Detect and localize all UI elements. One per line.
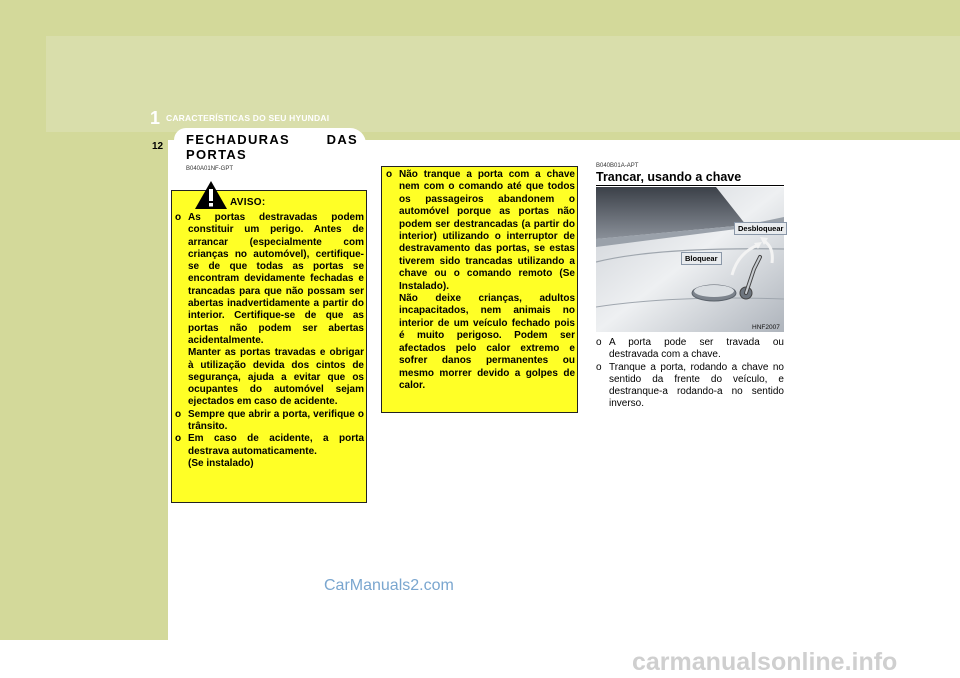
subsection-rule (596, 185, 784, 186)
list-item (175, 409, 364, 434)
list-item-text: A porta pode ser travada ou destravada com a chave. (609, 337, 784, 361)
bullet-marker: o (386, 169, 393, 180)
lock-label: Bloquear (681, 252, 722, 265)
bullet-marker: o (175, 408, 182, 420)
section-title-line-2: PORTAS (186, 147, 248, 162)
bullet-marker: o (175, 433, 182, 445)
section-title-word-1: FECHADURAS (186, 132, 290, 147)
list-item-continuation: (Se instalado) (188, 457, 254, 469)
list-item (596, 337, 784, 362)
list-item (175, 212, 364, 347)
list-item-continuation: Manter as portas travadas e obrigar à utilização devida dos cintos de segurança, ajuda a evitar que os ocupantes do automóvel sejam ejectados em caso de acidente. (188, 347, 364, 408)
section-title-word-2: DAS (326, 132, 358, 147)
list-item-text: Sempre que abrir a porta, verifique o trânsito. (188, 408, 364, 433)
warning-list-middle (386, 169, 575, 392)
right-section-code: B040B01A-APT (596, 163, 639, 169)
list-item-text: Tranque a porta, rodando a chave no sentido da frente do veículo, e destranque-a rodando-a no sentido inverso. (609, 361, 784, 410)
instruction-list (596, 337, 784, 411)
list-item (175, 433, 364, 458)
list-item-continuation: Não deixe crianças, adultos incapacitados, nem animais no interior de um veículo fechado pois é muito perigoso. Podem ser afectados pelo calor extremo e sofrer danos permanentes ou mesmo morrer devido a golpes de calor. (399, 293, 575, 391)
bullet-marker: o (596, 361, 602, 373)
unlock-label: Desbloquear (734, 222, 787, 235)
warning-heading: AVISO: (230, 197, 266, 208)
list-item-text: Não tranque a porta com a chave nem com o comando até que todos os passageiros abandonem o automóvel porque as portas não podem ser destrancadas (a partir do interior) utilizando o interruptor de destravamento das portas, se estas tiverem sido trancadas utilizando a chave ou o comando remoto (Se Instalado). (399, 169, 575, 292)
watermark-carmanuals2: CarManuals2.com (324, 577, 454, 594)
page-number: 12 (152, 141, 164, 152)
warning-list (175, 212, 364, 470)
subsection-title: Trancar, usando a chave (596, 170, 742, 184)
left-section-code: B040A01NF-GPT (186, 166, 234, 172)
chapter-title: CARACTERÍSTICAS DO SEU HYUNDAI (166, 113, 330, 123)
list-item (596, 362, 784, 411)
bullet-marker: o (596, 337, 602, 348)
list-item-text: As portas destravadas podem constituir um perigo. Antes de arrancar (especialmente com crianças no automóvel), certifique-se de que todas as portas se encontram devidamente fechadas e trancadas para que não possam ser abertas inadvertidamente a partir do interior. Certifique-se de que as portas não podem ser abertas acidentalmente. (188, 212, 364, 346)
section-title (186, 133, 358, 147)
chapter-number: 1 (150, 108, 161, 128)
figure-code: HNF2007 (752, 324, 780, 331)
warning-triangle-icon (194, 180, 228, 210)
list-item-text: Em caso de acidente, a porta destrava automaticamente. (188, 433, 364, 457)
bullet-marker: o (175, 212, 182, 223)
list-item (386, 169, 575, 293)
watermark-carmanualsonline: carmanualsonline.info (632, 648, 898, 676)
